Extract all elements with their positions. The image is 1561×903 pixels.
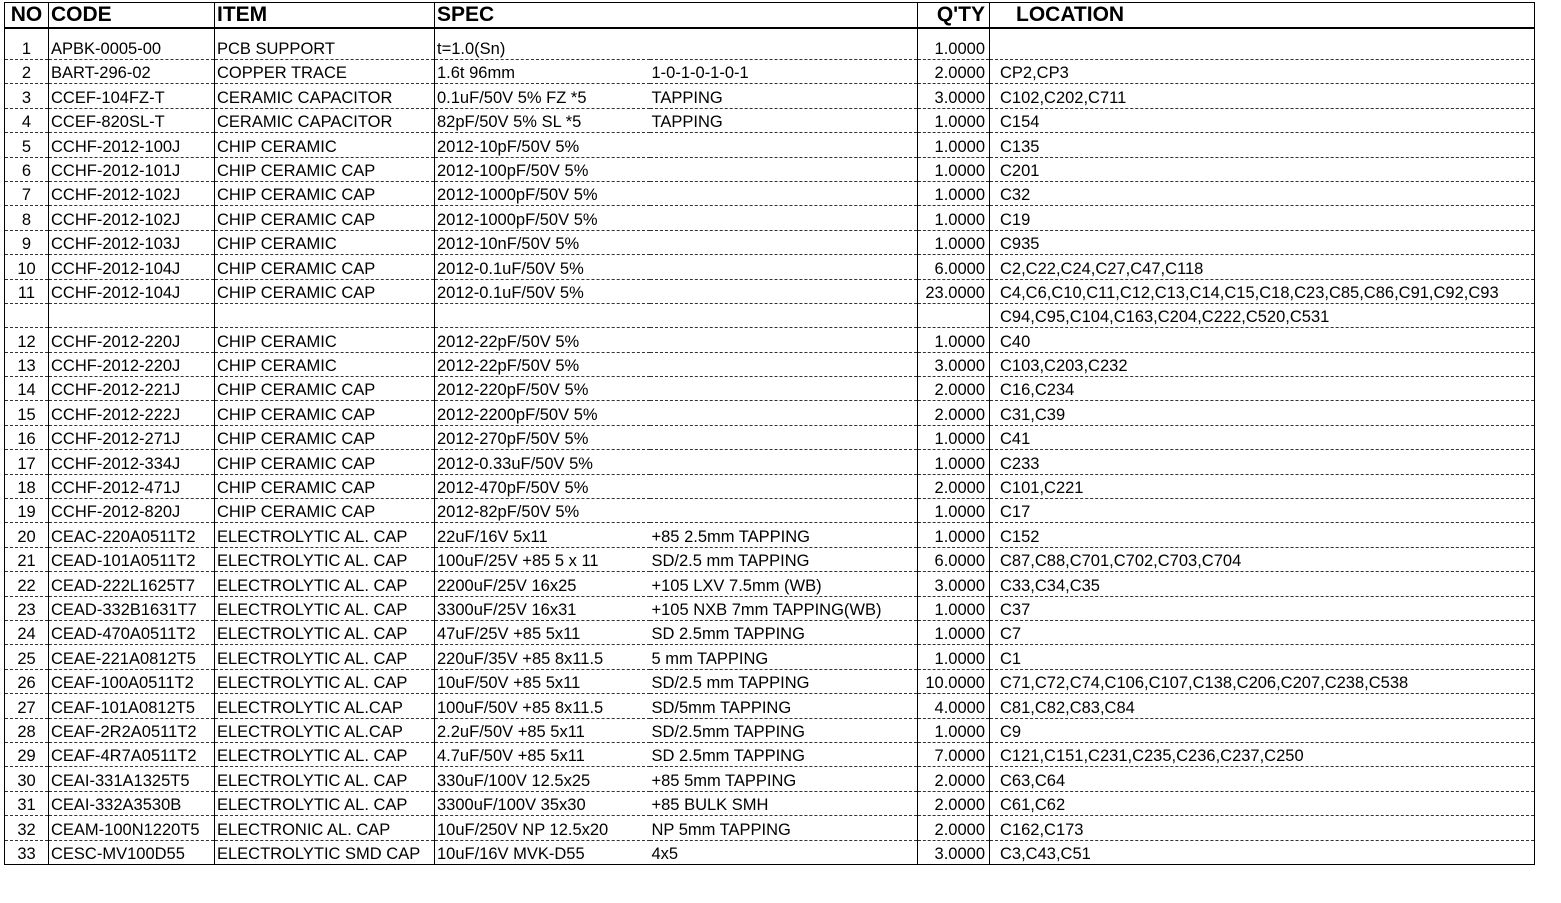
cell-qty: [918, 303, 990, 327]
cell-location: [990, 28, 1535, 60]
cell-spec: 10uF/250V NP 12.5x20: [435, 816, 650, 840]
cell-no: 25: [5, 645, 49, 669]
cell-location: C4,C6,C10,C11,C12,C13,C14,C15,C18,C23,C85,C86,C91,C92,C93: [990, 279, 1535, 303]
cell-qty: 1.0000: [918, 133, 990, 157]
table-row: [5, 181, 1535, 205]
table-row: [5, 60, 1535, 84]
cell-spec-detail: +85 2.5mm TAPPING: [650, 523, 918, 547]
cell-spec: 220uF/35V +85 8x11.5: [435, 645, 650, 669]
cell-item: ELECTROLYTIC AL.CAP: [215, 694, 435, 718]
cell-item: ELECTROLYTIC AL. CAP: [215, 742, 435, 766]
cell-location: C81,C82,C83,C84: [990, 694, 1535, 718]
cell-qty: 3.0000: [918, 572, 990, 596]
cell-spec-detail: SD 2.5mm TAPPING: [650, 742, 918, 766]
cell-spec: 100uF/50V +85 8x11.5: [435, 694, 650, 718]
cell-no: 22: [5, 572, 49, 596]
table-row: [5, 767, 1535, 791]
cell-item: CHIP CERAMIC: [215, 230, 435, 254]
cell-item: ELECTROLYTIC AL. CAP: [215, 523, 435, 547]
cell-code: CCHF-2012-104J: [49, 255, 215, 279]
cell-location: C63,C64: [990, 767, 1535, 791]
cell-qty: 3.0000: [918, 352, 990, 376]
cell-qty: 1.0000: [918, 450, 990, 474]
cell-spec-detail: 4x5: [650, 840, 918, 864]
cell-spec-detail: [650, 303, 918, 327]
table-row: [5, 450, 1535, 474]
cell-spec-detail: [650, 157, 918, 181]
cell-no: 12: [5, 328, 49, 352]
cell-location: C135: [990, 133, 1535, 157]
cell-spec: 22uF/16V 5x11: [435, 523, 650, 547]
cell-no: 27: [5, 694, 49, 718]
cell-code: CCEF-104FZ-T: [49, 84, 215, 108]
cell-no: 13: [5, 352, 49, 376]
cell-item: PCB SUPPORT: [215, 28, 435, 60]
cell-qty: 3.0000: [918, 84, 990, 108]
cell-location: C103,C203,C232: [990, 352, 1535, 376]
header-code: CODE: [49, 3, 215, 29]
cell-no: 20: [5, 523, 49, 547]
table-row: [5, 84, 1535, 108]
cell-item: ELECTROLYTIC AL. CAP: [215, 669, 435, 693]
cell-item: CHIP CERAMIC CAP: [215, 401, 435, 425]
cell-spec-detail: NP 5mm TAPPING: [650, 816, 918, 840]
cell-location: C101,C221: [990, 474, 1535, 498]
cell-no: 33: [5, 840, 49, 864]
cell-spec: 10uF/50V +85 5x11: [435, 669, 650, 693]
cell-spec-detail: 1-0-1-0-1-0-1: [650, 60, 918, 84]
cell-no: 2: [5, 60, 49, 84]
cell-spec: 4.7uF/50V +85 5x11: [435, 742, 650, 766]
table-row: [5, 645, 1535, 669]
cell-location: C40: [990, 328, 1535, 352]
cell-spec-detail: [650, 206, 918, 230]
cell-qty: 1.0000: [918, 181, 990, 205]
cell-qty: 2.0000: [918, 767, 990, 791]
cell-qty: 1.0000: [918, 645, 990, 669]
header-row: [5, 3, 1535, 29]
cell-spec-detail: [650, 499, 918, 523]
cell-item: CERAMIC CAPACITOR: [215, 84, 435, 108]
cell-location: C16,C234: [990, 377, 1535, 401]
cell-code: CEAD-470A0511T2: [49, 620, 215, 644]
cell-no: 26: [5, 669, 49, 693]
cell-location: C152: [990, 523, 1535, 547]
cell-spec-detail: +85 5mm TAPPING: [650, 767, 918, 791]
cell-qty: 1.0000: [918, 718, 990, 742]
table-body: [5, 28, 1535, 864]
cell-spec-detail: [650, 230, 918, 254]
cell-qty: 1.0000: [918, 620, 990, 644]
cell-item: ELECTROLYTIC AL. CAP: [215, 645, 435, 669]
cell-no: 21: [5, 547, 49, 571]
cell-code: CCHF-2012-102J: [49, 181, 215, 205]
cell-code: CEAC-220A0511T2: [49, 523, 215, 547]
cell-code: CEAF-2R2A0511T2: [49, 718, 215, 742]
cell-location: C2,C22,C24,C27,C47,C118: [990, 255, 1535, 279]
cell-spec: 2012-22pF/50V 5%: [435, 352, 650, 376]
cell-location: C102,C202,C711: [990, 84, 1535, 108]
cell-no: 28: [5, 718, 49, 742]
cell-item: ELECTROLYTIC SMD CAP: [215, 840, 435, 864]
cell-no: 16: [5, 425, 49, 449]
cell-spec: 2012-0.33uF/50V 5%: [435, 450, 650, 474]
cell-no: 3: [5, 84, 49, 108]
table-row: [5, 620, 1535, 644]
cell-qty: 1.0000: [918, 157, 990, 181]
cell-spec: 0.1uF/50V 5% FZ *5: [435, 84, 650, 108]
cell-spec-detail: SD 2.5mm TAPPING: [650, 620, 918, 644]
header-spec: SPEC: [435, 3, 650, 29]
cell-item: ELECTROLYTIC AL.CAP: [215, 718, 435, 742]
cell-spec-detail: TAPPING: [650, 84, 918, 108]
cell-spec-detail: [650, 377, 918, 401]
cell-item: CHIP CERAMIC: [215, 133, 435, 157]
cell-item: CHIP CERAMIC CAP: [215, 206, 435, 230]
table-row: [5, 425, 1535, 449]
cell-spec: 2200uF/25V 16x25: [435, 572, 650, 596]
cell-item: CHIP CERAMIC CAP: [215, 425, 435, 449]
table-row: [5, 401, 1535, 425]
cell-qty: 1.0000: [918, 108, 990, 132]
cell-spec: 2012-1000pF/50V 5%: [435, 206, 650, 230]
cell-spec-detail: [650, 133, 918, 157]
cell-location: C94,C95,C104,C163,C204,C222,C520,C531: [990, 303, 1535, 327]
cell-code: CCHF-2012-221J: [49, 377, 215, 401]
cell-qty: 6.0000: [918, 255, 990, 279]
cell-qty: 1.0000: [918, 425, 990, 449]
cell-spec: 2012-22pF/50V 5%: [435, 328, 650, 352]
cell-code: CEAD-222L1625T7: [49, 572, 215, 596]
cell-spec: 82pF/50V 5% SL *5: [435, 108, 650, 132]
cell-item: CHIP CERAMIC CAP: [215, 474, 435, 498]
cell-code: CCHF-2012-222J: [49, 401, 215, 425]
cell-item: ELECTRONIC AL. CAP: [215, 816, 435, 840]
cell-spec-detail: SD/2.5 mm TAPPING: [650, 547, 918, 571]
cell-spec: 100uF/25V +85 5 x 11: [435, 547, 650, 571]
cell-code: CCHF-2012-220J: [49, 328, 215, 352]
cell-no: 7: [5, 181, 49, 205]
cell-spec-detail: +105 NXB 7mm TAPPING(WB): [650, 596, 918, 620]
cell-qty: 23.0000: [918, 279, 990, 303]
cell-item: ELECTROLYTIC AL. CAP: [215, 547, 435, 571]
cell-spec-detail: [650, 450, 918, 474]
cell-no: 11: [5, 279, 49, 303]
cell-item: CHIP CERAMIC CAP: [215, 181, 435, 205]
cell-qty: 1.0000: [918, 523, 990, 547]
cell-location: C9: [990, 718, 1535, 742]
table-row: [5, 255, 1535, 279]
cell-code: CCHF-2012-103J: [49, 230, 215, 254]
table-row: [5, 547, 1535, 571]
cell-no: 6: [5, 157, 49, 181]
cell-item: COPPER TRACE: [215, 60, 435, 84]
cell-spec: 2012-82pF/50V 5%: [435, 499, 650, 523]
cell-qty: 2.0000: [918, 791, 990, 815]
table-row: [5, 133, 1535, 157]
cell-code: [49, 303, 215, 327]
cell-item: CERAMIC CAPACITOR: [215, 108, 435, 132]
cell-qty: 2.0000: [918, 816, 990, 840]
table-row: [5, 669, 1535, 693]
cell-qty: 2.0000: [918, 401, 990, 425]
cell-location: C154: [990, 108, 1535, 132]
cell-no: 32: [5, 816, 49, 840]
cell-code: CEAF-4R7A0511T2: [49, 742, 215, 766]
cell-item: CHIP CERAMIC CAP: [215, 157, 435, 181]
cell-location: C33,C34,C35: [990, 572, 1535, 596]
header-item: ITEM: [215, 3, 435, 29]
cell-code: CEAM-100N1220T5: [49, 816, 215, 840]
cell-no: [5, 303, 49, 327]
table-row: [5, 377, 1535, 401]
table-row: [5, 303, 1535, 327]
cell-location: C32: [990, 181, 1535, 205]
cell-location: C17: [990, 499, 1535, 523]
cell-item: CHIP CERAMIC CAP: [215, 377, 435, 401]
cell-code: CCHF-2012-102J: [49, 206, 215, 230]
cell-no: 9: [5, 230, 49, 254]
cell-spec-detail: +85 BULK SMH: [650, 791, 918, 815]
cell-spec: 2012-0.1uF/50V 5%: [435, 279, 650, 303]
cell-spec: 2012-220pF/50V 5%: [435, 377, 650, 401]
cell-location: C1: [990, 645, 1535, 669]
cell-qty: 2.0000: [918, 377, 990, 401]
cell-location: C935: [990, 230, 1535, 254]
cell-location: CP2,CP3: [990, 60, 1535, 84]
table-row: [5, 352, 1535, 376]
cell-code: CCHF-2012-101J: [49, 157, 215, 181]
cell-spec-detail: [650, 28, 918, 60]
cell-no: 30: [5, 767, 49, 791]
cell-item: CHIP CERAMIC: [215, 352, 435, 376]
table-row: [5, 816, 1535, 840]
cell-location: C19: [990, 206, 1535, 230]
cell-item: ELECTROLYTIC AL. CAP: [215, 767, 435, 791]
table-row: [5, 499, 1535, 523]
header-spec-continued: [650, 3, 918, 29]
cell-no: 10: [5, 255, 49, 279]
cell-code: APBK-0005-00: [49, 28, 215, 60]
table-row: [5, 523, 1535, 547]
cell-spec: 2012-2200pF/50V 5%: [435, 401, 650, 425]
cell-spec: 2012-10pF/50V 5%: [435, 133, 650, 157]
table-row: [5, 28, 1535, 60]
cell-spec-detail: [650, 474, 918, 498]
cell-item: ELECTROLYTIC AL. CAP: [215, 791, 435, 815]
cell-spec: t=1.0(Sn): [435, 28, 650, 60]
cell-qty: 2.0000: [918, 60, 990, 84]
table-row: [5, 328, 1535, 352]
table-row: [5, 230, 1535, 254]
cell-spec-detail: 5 mm TAPPING: [650, 645, 918, 669]
cell-spec-detail: SD/2.5mm TAPPING: [650, 718, 918, 742]
cell-no: 1: [5, 28, 49, 60]
cell-code: CCHF-2012-271J: [49, 425, 215, 449]
cell-qty: 3.0000: [918, 840, 990, 864]
cell-spec: 2.2uF/50V +85 5x11: [435, 718, 650, 742]
cell-qty: 1.0000: [918, 206, 990, 230]
cell-code: CCHF-2012-104J: [49, 279, 215, 303]
cell-spec-detail: [650, 401, 918, 425]
cell-spec: [435, 303, 650, 327]
cell-code: CEAF-100A0511T2: [49, 669, 215, 693]
cell-spec: 2012-270pF/50V 5%: [435, 425, 650, 449]
cell-qty: 1.0000: [918, 28, 990, 60]
table-row: [5, 108, 1535, 132]
cell-item: ELECTROLYTIC AL. CAP: [215, 620, 435, 644]
table-row: [5, 474, 1535, 498]
cell-item: CHIP CERAMIC CAP: [215, 499, 435, 523]
cell-code: CEAI-331A1325T5: [49, 767, 215, 791]
cell-spec-detail: SD/5mm TAPPING: [650, 694, 918, 718]
table-row: [5, 206, 1535, 230]
cell-location: C61,C62: [990, 791, 1535, 815]
cell-spec: 10uF/16V MVK-D55: [435, 840, 650, 864]
cell-spec: 3300uF/100V 35x30: [435, 791, 650, 815]
cell-code: CCHF-2012-471J: [49, 474, 215, 498]
cell-location: C3,C43,C51: [990, 840, 1535, 864]
cell-location: C71,C72,C74,C106,C107,C138,C206,C207,C238,C538: [990, 669, 1535, 693]
cell-spec-detail: SD/2.5 mm TAPPING: [650, 669, 918, 693]
cell-spec: 2012-10nF/50V 5%: [435, 230, 650, 254]
cell-item: CHIP CERAMIC CAP: [215, 450, 435, 474]
cell-item: CHIP CERAMIC CAP: [215, 255, 435, 279]
cell-spec-detail: [650, 425, 918, 449]
cell-qty: 4.0000: [918, 694, 990, 718]
cell-item: ELECTROLYTIC AL. CAP: [215, 596, 435, 620]
cell-code: CCHF-2012-220J: [49, 352, 215, 376]
cell-spec: 2012-100pF/50V 5%: [435, 157, 650, 181]
cell-no: 17: [5, 450, 49, 474]
cell-item: ELECTROLYTIC AL. CAP: [215, 572, 435, 596]
cell-qty: 2.0000: [918, 474, 990, 498]
cell-no: 14: [5, 377, 49, 401]
cell-spec-detail: TAPPING: [650, 108, 918, 132]
cell-spec: 47uF/25V +85 5x11: [435, 620, 650, 644]
cell-no: 23: [5, 596, 49, 620]
cell-item: CHIP CERAMIC: [215, 328, 435, 352]
cell-qty: 1.0000: [918, 328, 990, 352]
cell-code: CEAD-332B1631T7: [49, 596, 215, 620]
cell-location: C233: [990, 450, 1535, 474]
cell-location: C7: [990, 620, 1535, 644]
cell-location: C162,C173: [990, 816, 1535, 840]
cell-code: CCHF-2012-820J: [49, 499, 215, 523]
cell-code: CCHF-2012-334J: [49, 450, 215, 474]
cell-no: 24: [5, 620, 49, 644]
header-qty: Q'TY: [918, 3, 990, 29]
cell-no: 15: [5, 401, 49, 425]
cell-qty: 1.0000: [918, 230, 990, 254]
cell-location: C87,C88,C701,C702,C703,C704: [990, 547, 1535, 571]
table-row: [5, 742, 1535, 766]
table-row: [5, 694, 1535, 718]
cell-qty: 10.0000: [918, 669, 990, 693]
table-row: [5, 791, 1535, 815]
cell-code: CEAE-221A0812T5: [49, 645, 215, 669]
table-row: [5, 279, 1535, 303]
cell-qty: 6.0000: [918, 547, 990, 571]
cell-spec-detail: [650, 255, 918, 279]
parts-table: [4, 2, 1535, 865]
cell-location: C121,C151,C231,C235,C236,C237,C250: [990, 742, 1535, 766]
cell-spec-detail: [650, 181, 918, 205]
cell-code: CESC-MV100D55: [49, 840, 215, 864]
table-row: [5, 596, 1535, 620]
cell-location: C31,C39: [990, 401, 1535, 425]
cell-code: CEAD-101A0511T2: [49, 547, 215, 571]
cell-spec-detail: [650, 279, 918, 303]
cell-no: 4: [5, 108, 49, 132]
cell-spec: 2012-470pF/50V 5%: [435, 474, 650, 498]
cell-no: 5: [5, 133, 49, 157]
cell-code: BART-296-02: [49, 60, 215, 84]
cell-qty: 1.0000: [918, 596, 990, 620]
cell-location: C41: [990, 425, 1535, 449]
cell-code: CEAI-332A3530B: [49, 791, 215, 815]
cell-code: CCEF-820SL-T: [49, 108, 215, 132]
cell-no: 19: [5, 499, 49, 523]
table-row: [5, 718, 1535, 742]
cell-location: C201: [990, 157, 1535, 181]
cell-spec-detail: +105 LXV 7.5mm (WB): [650, 572, 918, 596]
parts-list-sheet: [4, 2, 1534, 865]
cell-no: 18: [5, 474, 49, 498]
cell-spec-detail: [650, 328, 918, 352]
cell-code: CEAF-101A0812T5: [49, 694, 215, 718]
cell-spec: 2012-0.1uF/50V 5%: [435, 255, 650, 279]
cell-item: [215, 303, 435, 327]
table-row: [5, 572, 1535, 596]
header-no: NO: [5, 3, 49, 29]
cell-no: 29: [5, 742, 49, 766]
cell-qty: 1.0000: [918, 499, 990, 523]
cell-spec: 2012-1000pF/50V 5%: [435, 181, 650, 205]
table-row: [5, 157, 1535, 181]
cell-qty: 7.0000: [918, 742, 990, 766]
cell-no: 31: [5, 791, 49, 815]
cell-spec: 330uF/100V 12.5x25: [435, 767, 650, 791]
cell-location: C37: [990, 596, 1535, 620]
cell-item: CHIP CERAMIC CAP: [215, 279, 435, 303]
cell-no: 8: [5, 206, 49, 230]
cell-code: CCHF-2012-100J: [49, 133, 215, 157]
cell-spec-detail: [650, 352, 918, 376]
cell-spec: 3300uF/25V 16x31: [435, 596, 650, 620]
table-row: [5, 840, 1535, 864]
header-location: LOCATION: [990, 3, 1535, 29]
cell-spec: 1.6t 96mm: [435, 60, 650, 84]
